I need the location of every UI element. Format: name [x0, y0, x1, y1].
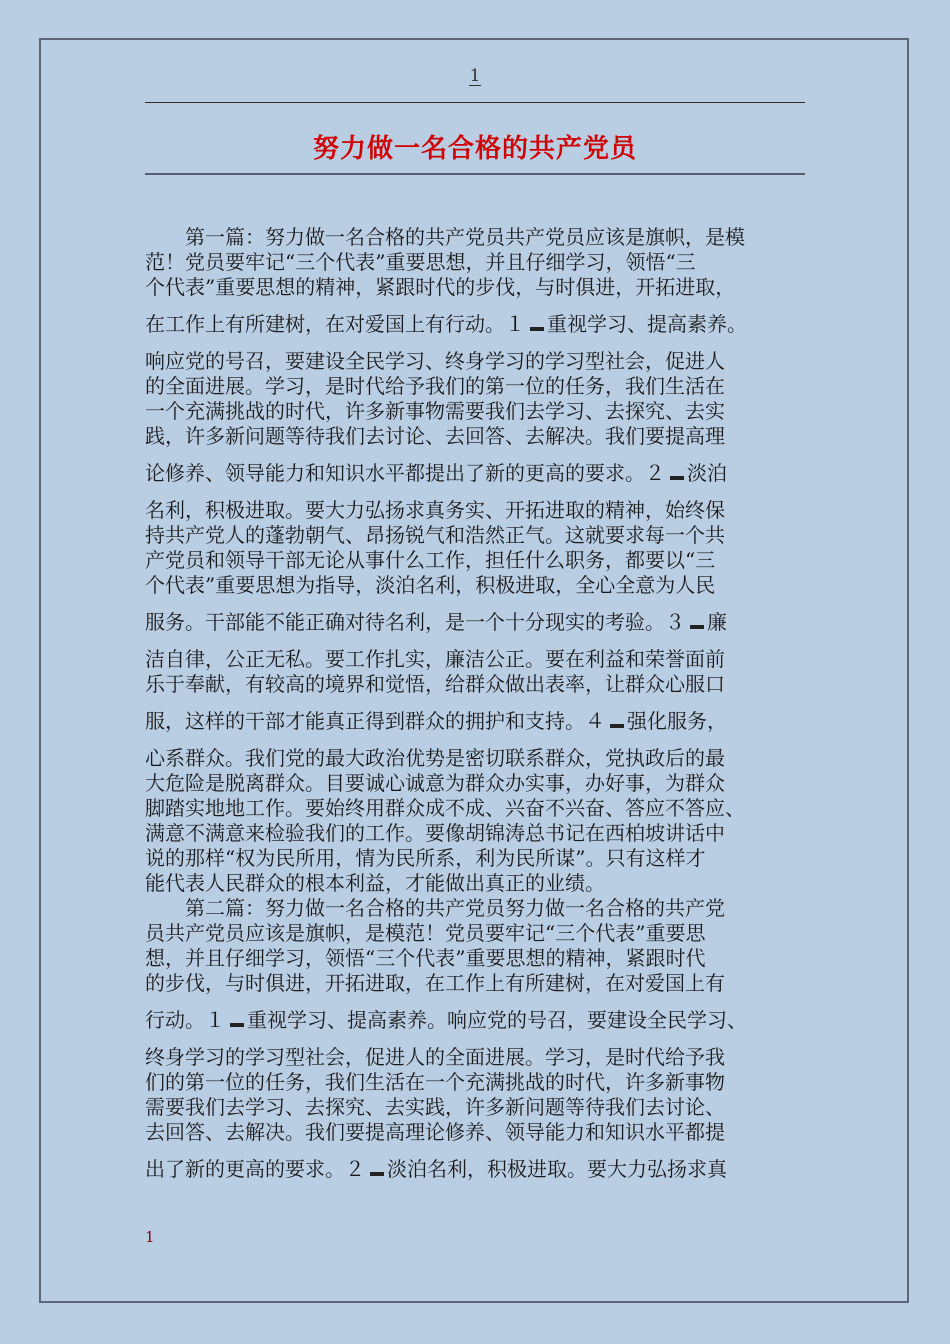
text-line: 持共产党人的蓬勃朝气、昂扬锐气和浩然正气。这就要求每一个共 — [145, 523, 725, 547]
text-line: 范！党员要牢记“三个代表”重要思想，并且仔细学习，领悟“三 — [145, 250, 696, 274]
text-line: 能代表人民群众的根本利益，才能做出真正的业绩。 — [145, 871, 605, 895]
text-line: 服，这样的干部才能真正得到群众的拥护和支持。４ 强化服务， — [145, 709, 727, 733]
list-marker-icon — [670, 476, 684, 480]
title-rule — [145, 173, 805, 175]
text-line: 产党员和领导干部无论从事什么工作，担任什么职务，都要以“三 — [145, 548, 716, 572]
text-line: 脚踏实地地工作。要始终用群众成不成、兴奋不兴奋、答应不答应、 — [145, 796, 745, 820]
text-line: 一个充满挑战的时代，许多新事物需要我们去学习、去探究、去实 — [145, 399, 725, 423]
list-marker-icon — [370, 1172, 384, 1176]
text-line: 乐于奉献，有较高的境界和觉悟，给群众做出表率，让群众心服口 — [145, 672, 725, 696]
list-marker-icon — [530, 327, 544, 331]
text-line: 第二篇：努力做一名合格的共产党员努力做一名合格的共产党 — [145, 896, 725, 920]
body-text — [145, 225, 810, 1182]
list-marker-icon — [690, 625, 704, 629]
text-line: 行动。１ 重视学习、提高素养。响应党的号召，要建设全民学习、 — [145, 1008, 747, 1032]
header-rule — [145, 102, 805, 103]
text-line: 出了新的更高的要求。２ 淡泊名利，积极进取。要大力弘扬求真 — [145, 1157, 727, 1181]
text-line: 的全面进展。学习，是时代给予我们的第一位的任务，我们生活在 — [145, 374, 725, 398]
text-line: 想，并且仔细学习，领悟“三个代表”重要思想的精神，紧跟时代 — [145, 946, 706, 970]
text-line: 响应党的号召，要建设全民学习、终身学习的学习型社会，促进人 — [145, 349, 725, 373]
text-line: 们的第一位的任务，我们生活在一个充满挑战的时代，许多新事物 — [145, 1070, 725, 1094]
list-marker-icon — [230, 1023, 244, 1027]
text-line: 个代表”重要思想为指导，淡泊名利，积极进取，全心全意为人民 — [145, 573, 716, 597]
text-line: 践，许多新问题等待我们去讨论、去回答、去解决。我们要提高理 — [145, 424, 725, 448]
text-line: 需要我们去学习、去探究、去实践，许多新问题等待我们去讨论、 — [145, 1095, 725, 1119]
text-line: 洁自律，公正无私。要工作扎实，廉洁公正。要在利益和荣誉面前 — [145, 647, 725, 671]
document-title: 努力做一名合格的共产党员 — [312, 134, 637, 164]
footer-page-number: 1 — [145, 1228, 155, 1246]
text-line: 满意不满意来检验我们的工作。要像胡锦涛总书记在西柏坡讲话中 — [145, 821, 725, 845]
text-line: 第一篇：努力做一名合格的共产党员共产党员应该是旗帜，是模 — [145, 225, 745, 249]
text-line: 心系群众。我们党的最大政治优势是密切联系群众，党执政后的最 — [145, 746, 725, 770]
text-line: 去回答、去解决。我们要提高理论修养、领导能力和知识水平都提 — [145, 1120, 725, 1144]
header-page-number: 1 — [469, 66, 481, 86]
text-line: 的步伐，与时俱进，开拓进取，在工作上有所建树，在对爱国上有 — [145, 971, 725, 995]
text-line: 个代表”重要思想的精神，紧跟时代的步伐，与时俱进，开拓进取， — [145, 275, 736, 299]
list-marker-icon — [610, 724, 624, 728]
text-line: 大危险是脱离群众。目要诚心诚意为群众办实事，办好事，为群众 — [145, 771, 725, 795]
text-line: 说的那样“权为民所用，情为民所系，利为民所谋”。只有这样才 — [145, 846, 706, 870]
text-line: 终身学习的学习型社会，促进人的全面进展。学习，是时代给予我 — [145, 1045, 725, 1069]
text-line: 论修养、领导能力和知识水平都提出了新的更高的要求。２ 淡泊 — [145, 461, 727, 485]
text-line: 服务。干部能不能正确对待名利，是一个十分现实的考验。３ 廉 — [145, 610, 727, 634]
text-line: 员共产党员应该是旗帜，是模范！党员要牢记“三个代表”重要思 — [145, 921, 706, 945]
text-line: 在工作上有所建树，在对爱国上有行动。１ 重视学习、提高素养。 — [145, 312, 747, 336]
text-line: 名利，积极进取。要大力弘扬求真务实、开拓进取的精神，始终保 — [145, 498, 725, 522]
